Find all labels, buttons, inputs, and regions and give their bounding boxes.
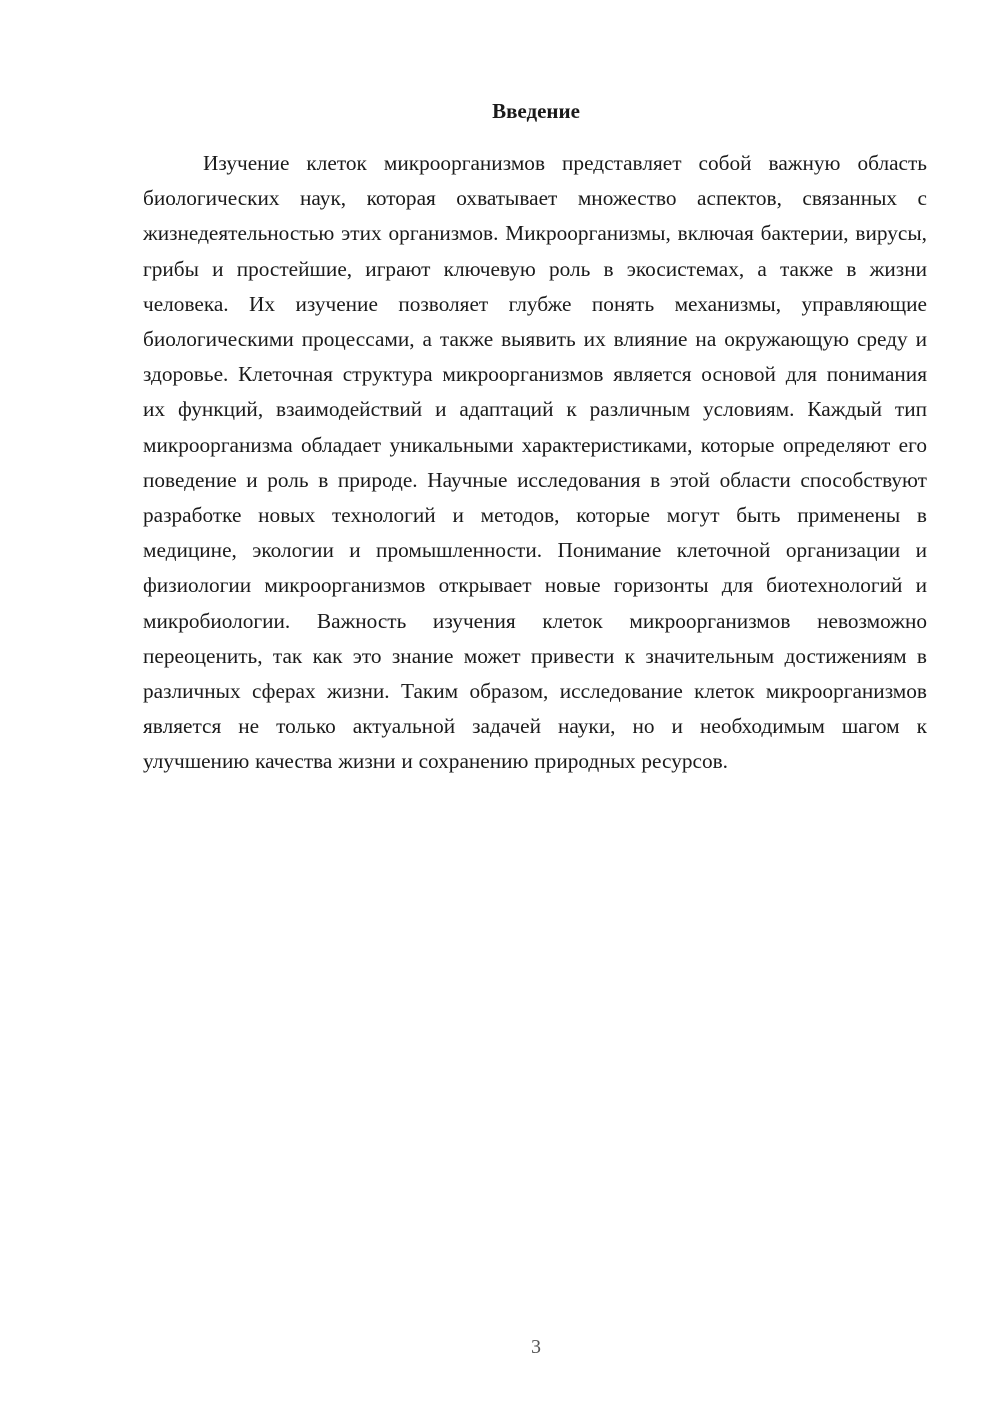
section-title: Введение [492,99,580,123]
body-paragraph: Изучение клеток микроорганизмов представляет собой важную область биологических наук, которая охватывает множество аспектов, связанных с жизнедеятельностью этих организмов. Микроорганизмы, включая бактерии, вирусы, грибы и простейшие, играют ключевую роль в экосистемах, а также в жизни человека. Их изучение позволяет глубже понять механизмы, управляющие биологическими процессами, а также выявить их влияние на окружающую среду и здоровье. Клеточная структура микроорганизмов является основой для понимания их функций, взаимодействий и адаптаций к различным условиям. Каждый тип микроорганизма обладает уникальными характеристиками, которые определяют его поведение и роль в природе. Научные исследования в этой области способствуют разработке новых технологий и методов, которые могут быть применены в медицине, экологии и промышленности. Понимание клеточной организации и физиологии микроорганизмов открывает новые горизонты для биотехнологий и микробиологии. Важность изучения клеток микроорганизмов невозможно переоценить, так как это знание может привести к значительным достижениям в различных сферах жизни. Таким образом, исследование клеток микроорганизмов является не только актуальной задачей науки, но и необходимым шагом к улучшению качества жизни и сохранению природных ресурсов. [143,151,927,774]
page-number: 3 [531,1336,541,1358]
